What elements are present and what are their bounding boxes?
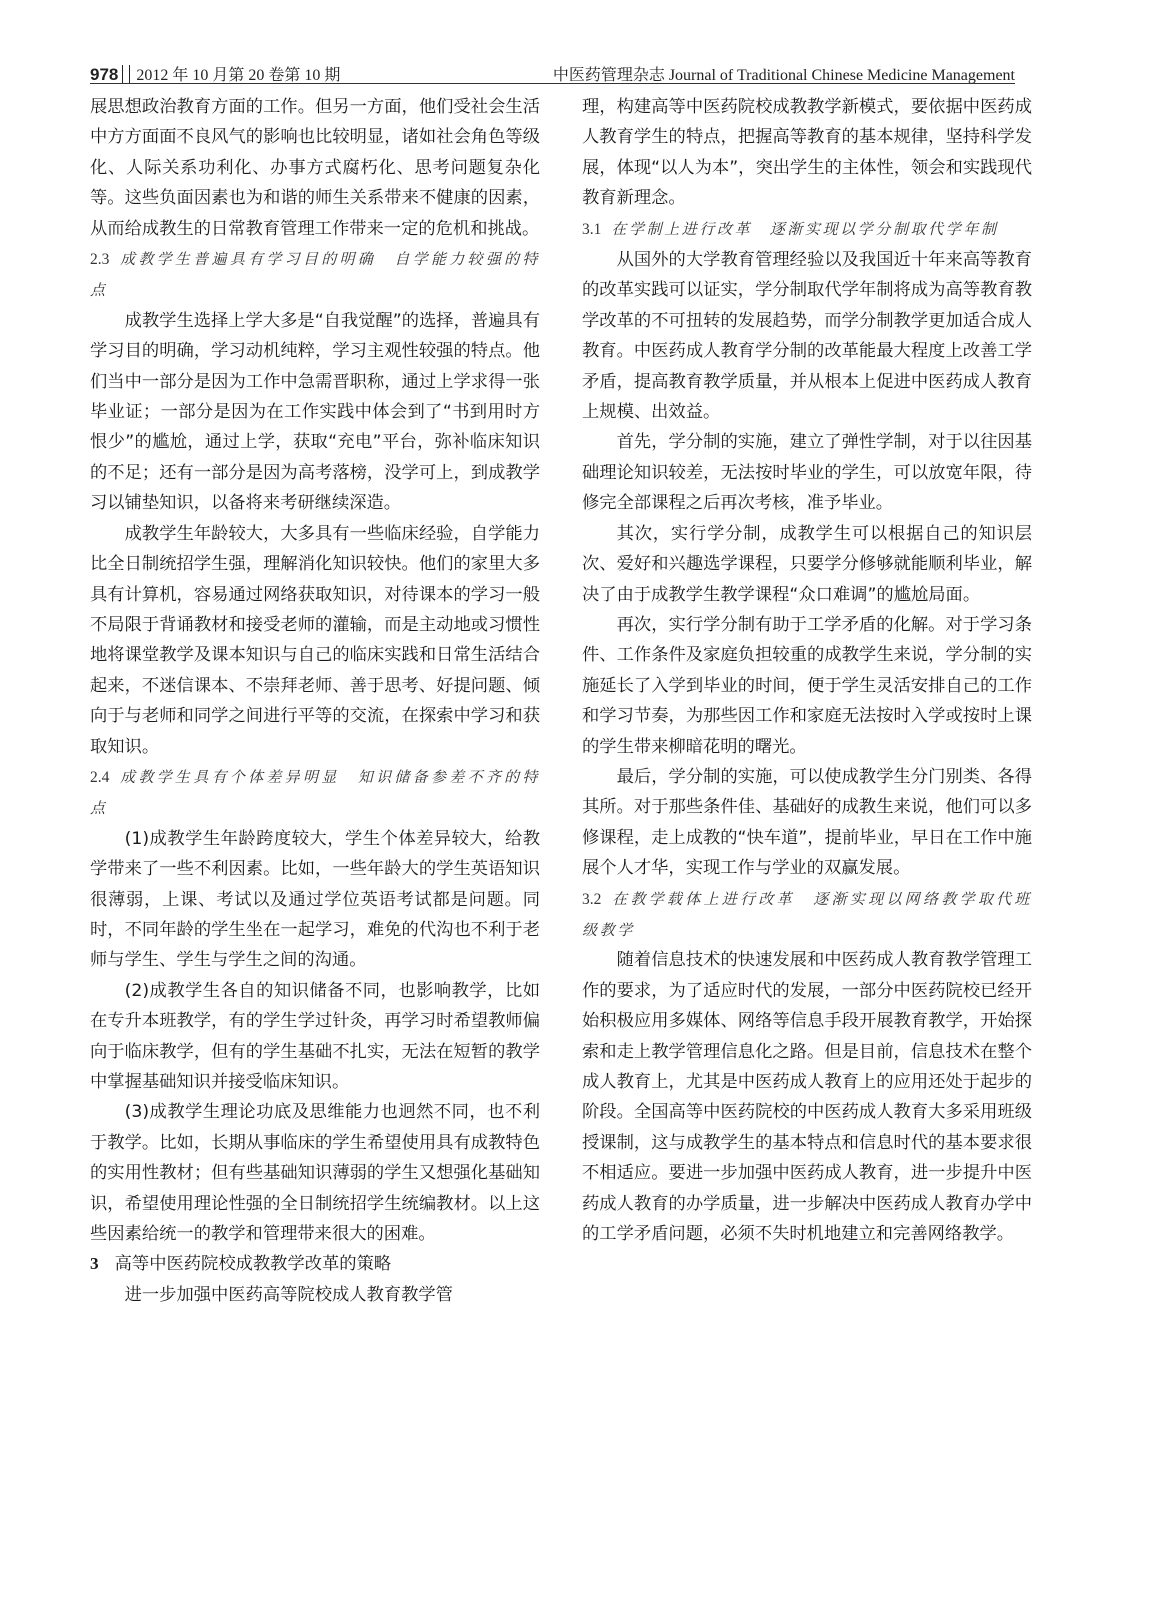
issue-info: 2012 年 10 月第 20 卷第 10 期	[136, 67, 341, 84]
paragraph: (2)成教学生各自的知识储备不同，也影响教学，比如在专升本班教学，有的学生学过针灸，再学习时希望教师偏向于临床教学，但有的学生基础不扎实，无法在短暂的教学中掌握基础知识并接受临床知识。	[90, 980, 540, 1092]
section-heading-3	[90, 1249, 540, 1279]
paragraph: 理，构建高等中医药院校成教教学新模式，要依据中医药成人教育学生的特点，把握高等教育的基本规律，坚持科学发展，体现“以人为本”，突出学生的主体性，领会和实践现代教育新理念。	[582, 97, 1032, 209]
section-number: 2.4	[90, 768, 110, 786]
paragraph: 成教学生选择上学大多是“自我觉醒”的选择，普遍具有学习目的明确，学习动机纯粹，学习主观性较强的特点。他们当中一部分是因为工作中急需晋职称，通过上学求得一张毕业证；一部分是因为在工作实践中体会到了“书到用时方恨少”的尴尬，通过上学，获取“充电”平台，弥补临床知识的不足；还有一部分是因为高考落榜，没学可上，到成教学习以铺垫知识，以备将来考研继续深造。	[90, 310, 540, 514]
running-header	[90, 58, 1015, 84]
header-left	[90, 62, 340, 85]
section-heading-3-1	[582, 214, 1032, 245]
section-number: 3.2	[582, 890, 602, 908]
section-heading-2-3	[90, 244, 540, 306]
section-title: 在学制上进行改革 逐渐实现以学分制取代学年制	[611, 219, 999, 238]
paragraph: 其次，实行学分制，成教学生可以根据自己的知识层次、爱好和兴趣选学课程，只要学分修够就能顺利毕业，解决了由于成教学生教学课程“众口难调”的尴尬局面。	[582, 523, 1032, 605]
header-rule	[90, 83, 1015, 84]
paragraph: 最后，学分制的实施，可以使成教学生分门别类、各得其所。对于那些条件佳、基础好的成教生来说，他们可以多修课程，走上成教的“快车道”，提前毕业，早日在工作中施展个人才华，实现工作与学业的双赢发展。	[582, 766, 1032, 879]
paragraph: 从国外的大学教育管理经验以及我国近十年来高等教育的改革实践可以证实，学分制取代学年制将成为高等教育教学改革的不可扭转的发展趋势，而学分制教学更加适合成人教育。中医药成人教育学分制的改革能最大程度上改善工学矛盾，提高教育教学质量，并从根本上促进中医药成人教育上规模、出效益。	[582, 250, 1032, 423]
paragraph: (1)成教学生年龄跨度较大，学生个体差异较大，给教学带来了一些不利因素。比如，一些年龄大的学生英语知识很薄弱，上课、考试以及通过学位英语考试都是问题。同时，不同年龄的学生坐在一起学习，难免的代沟也不利于老师与学生、学生与学生之间的沟通。	[90, 828, 540, 971]
section-number: 3	[90, 1254, 99, 1274]
paragraph: 再次，实行学分制有助于工学矛盾的化解。对于学习条件、工作条件及家庭负担较重的成教学生来说，学分制的实施延长了入学到毕业的时间，便于学生灵活安排自己的工作和学习节奏，为那些因工作和家庭无法按时入学或按时上课的学生带来柳暗花明的曙光。	[582, 614, 1032, 757]
journal-title: 中医药管理杂志 Journal of Traditional Chinese Medicine Management	[552, 67, 1015, 84]
paragraph: 进一步加强中医药高等院校成人教育教学管	[124, 1284, 453, 1305]
right-column	[582, 92, 1032, 1249]
section-title: 高等中医药院校成教教学改革的策略	[114, 1254, 392, 1275]
section-title: 在教学载体上进行改革 逐渐实现以网络教学取代班级教学	[582, 889, 1032, 939]
section-heading-2-4	[90, 762, 540, 824]
section-title: 成教学生普遍具有学习目的明确 自学能力较强的特点	[90, 250, 540, 300]
paragraph: 随着信息技术的快速发展和中医药成人教育教学管理工作的要求，为了适应时代的发展，一部分中医药院校已经开始积极应用多媒体、网络等信息手段开展教育教学，开始探索和走上教学管理信息化之路。但是目前，信息技术在整个成人教育上，尤其是中医药成人教育上的应用还处于起步的阶段。全国高等中医药院校的中医药成人教育大多采用班级授课制，这与成教学生的基本特点和信息时代的基本要求很不相适应。要进一步加强中医药成人教育，进一步提升中医药成人教育的办学质量，进一步解决中医药成人教育办学中的工学矛盾问题，必须不失时机地建立和完善网络教学。	[582, 950, 1032, 1245]
paragraph: 展思想政治教育方面的工作。但另一方面，他们受社会生活中方方面面不良风气的影响也比较明显，诸如社会角色等级化、人际关系功利化、办事方式腐朽化、思考问题复杂化等。这些负面因素也为和谐的师生关系带来不健康的因素，从而给成教生的日常教育管理工作带来一定的危机和挑战。	[90, 97, 540, 239]
left-column	[90, 92, 540, 1310]
paragraph: 首先，学分制的实施，建立了弹性学制，对于以往因基础理论知识较差，无法按时毕业的学生，可以放宽年限，待修完全部课程之后再次考核，准予毕业。	[582, 432, 1032, 514]
section-number: 3.1	[582, 220, 602, 238]
section-title: 成教学生具有个体差异明显 知识储备参差不齐的特点	[90, 767, 540, 818]
double-bar-divider	[122, 65, 130, 83]
section-number: 2.3	[90, 251, 110, 269]
section-heading-3-2	[582, 884, 1032, 946]
paragraph: (3)成教学生理论功底及思维能力也迥然不同，也不利于教学。比如，长期从事临床的学生希望使用具有成教特色的实用性教材；但有些基础知识薄弱的学生又想强化基础知识，希望使用理论性强的全日制统招学生统编教材。以上这些因素给统一的教学和管理带来很大的困难。	[90, 1102, 540, 1245]
page-number: 978	[90, 65, 119, 84]
paragraph: 成教学生年龄较大，大多具有一些临床经验，自学能力比全日制统招学生强，理解消化知识较快。他们的家里大多具有计算机，容易通过网络获取知识，对待课本的学习一般不局限于背诵教材和接受老师的灌输，而是主动地或习惯性地将课堂教学及课本知识与自己的临床实践和日常生活结合起来，不迷信课本、不崇拜老师、善于思考、好提问题、倾向于与老师和同学之间进行平等的交流，在探索中学习和获取知识。	[90, 523, 540, 757]
